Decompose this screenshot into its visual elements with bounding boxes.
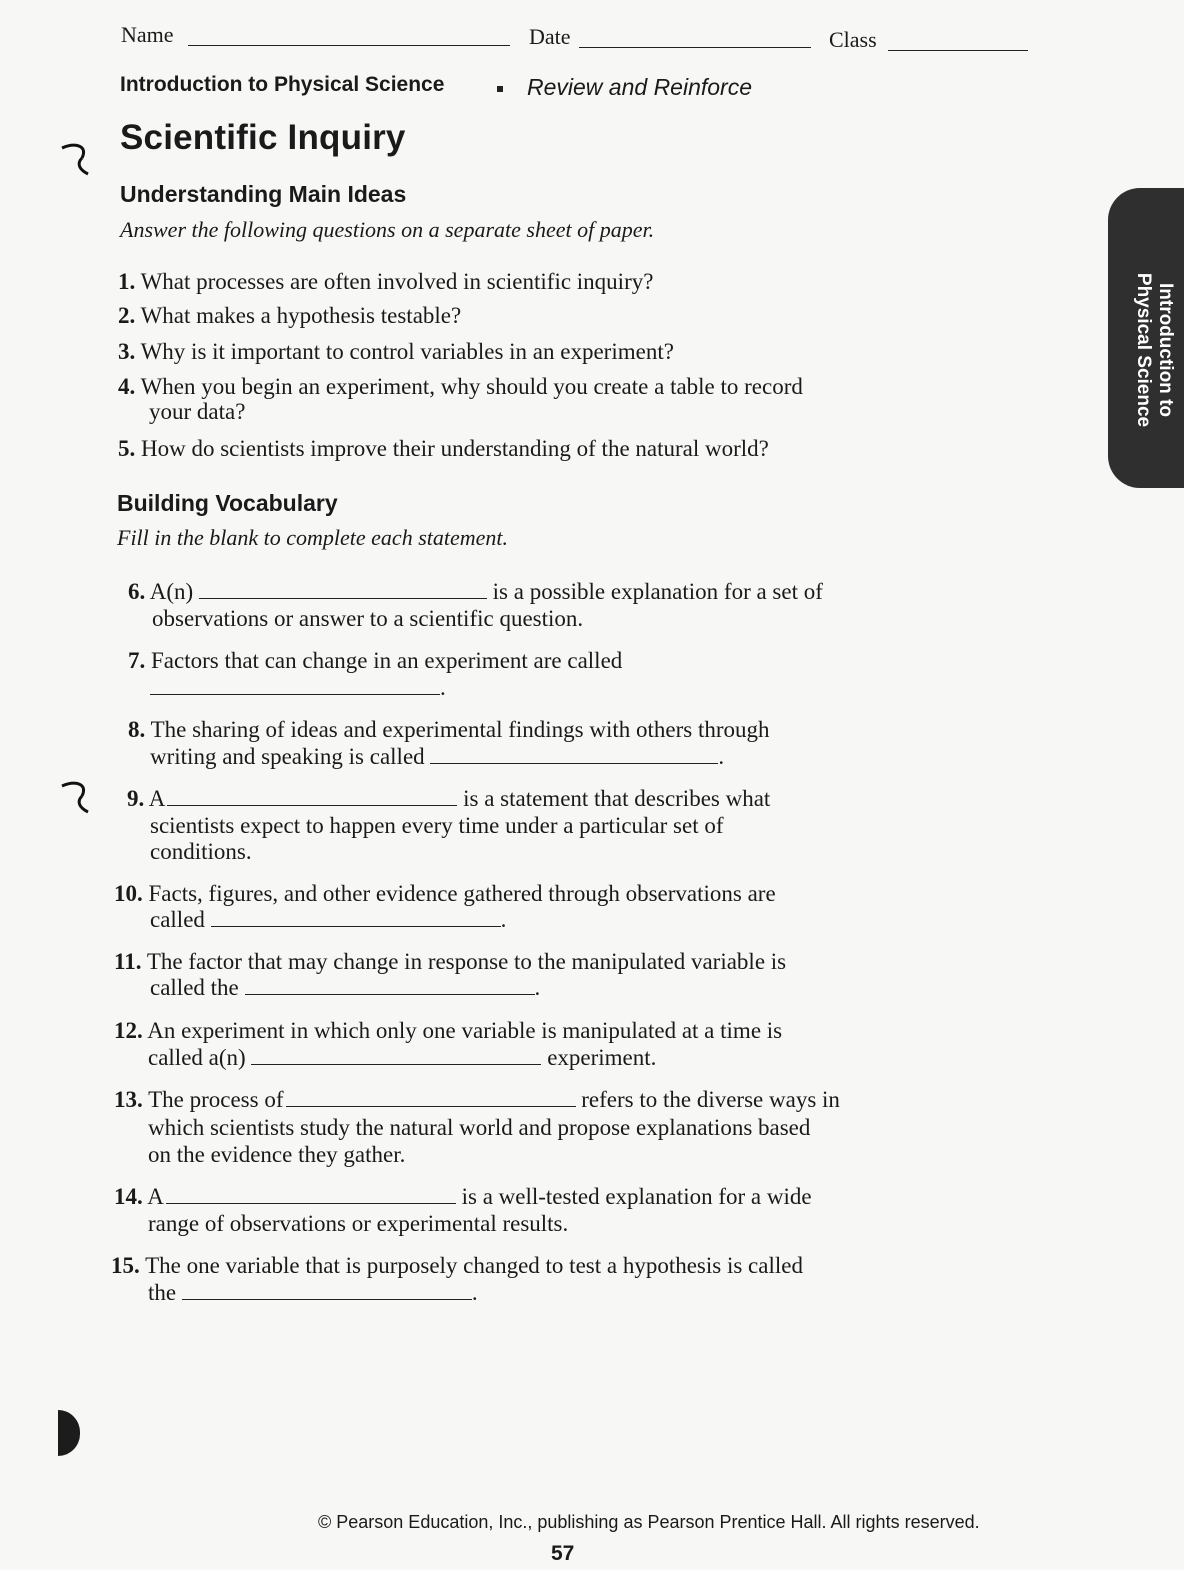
question-text: The factor that may change in response to the manipulated variable is bbox=[146, 949, 787, 974]
question-10 bbox=[114, 880, 776, 907]
answer-blank-12[interactable] bbox=[251, 1044, 541, 1065]
question-text: refers to the diverse ways in bbox=[581, 1087, 840, 1112]
answer-blank-7[interactable] bbox=[150, 674, 440, 695]
side-tab-line-2: Physical Science bbox=[1133, 272, 1154, 428]
question-14-continued: range of observations or experimental results. bbox=[148, 1211, 569, 1236]
copyright-notice: © Pearson Education, Inc., publishing as Pearson Prentice Hall. All rights reserved. bbox=[318, 1512, 980, 1532]
question-text: How do scientists improve their understanding of the natural world? bbox=[141, 436, 769, 461]
question-number: 7. bbox=[128, 648, 146, 673]
question-text: the bbox=[148, 1280, 177, 1305]
question-13-continued-2: on the evidence they gather. bbox=[148, 1142, 406, 1167]
page-number: 57 bbox=[551, 1542, 575, 1565]
question-2 bbox=[118, 302, 461, 329]
question-9 bbox=[127, 785, 770, 812]
question-number: 11. bbox=[114, 949, 142, 974]
question-text: called the bbox=[150, 975, 239, 1000]
question-text: Factors that can change in an experiment are called bbox=[151, 648, 623, 673]
question-9-continued: scientists expect to happen every time under a particular set of bbox=[150, 813, 724, 838]
question-4-continued: your data? bbox=[149, 399, 246, 424]
question-4 bbox=[118, 373, 803, 400]
answer-blank-8[interactable] bbox=[430, 743, 718, 764]
question-text: . bbox=[500, 907, 507, 932]
question-text: An experiment in which only one variable is manipulated at a time is bbox=[147, 1018, 783, 1043]
question-text: When you begin an experiment, why should you create a table to record bbox=[140, 374, 803, 399]
question-number: 5. bbox=[118, 436, 136, 461]
question-text: The sharing of ideas and experimental findings with others through bbox=[150, 717, 770, 742]
question-3 bbox=[118, 338, 674, 365]
answer-blank-11[interactable] bbox=[245, 974, 535, 995]
question-6-continued: observations or answer to a scientific question. bbox=[152, 606, 584, 631]
question-number: 14. bbox=[114, 1184, 143, 1209]
question-number: 15. bbox=[111, 1253, 140, 1278]
section-heading-vocabulary: Building Vocabulary bbox=[117, 490, 338, 516]
margin-mark-icon bbox=[58, 138, 98, 186]
question-10-continued bbox=[150, 906, 506, 933]
question-12 bbox=[114, 1017, 782, 1044]
question-6 bbox=[128, 578, 823, 605]
question-text: is a statement that describes what bbox=[463, 786, 771, 811]
section-instructions-main-ideas: Answer the following questions on a separate sheet of paper. bbox=[120, 217, 655, 242]
question-8-continued bbox=[150, 743, 724, 770]
question-15 bbox=[111, 1252, 803, 1279]
question-text: is a well-tested explanation for a wide bbox=[461, 1184, 812, 1209]
date-field[interactable] bbox=[579, 47, 811, 48]
question-12-continued bbox=[148, 1044, 656, 1071]
question-number: 10. bbox=[114, 881, 143, 906]
question-number: 2. bbox=[118, 303, 136, 328]
question-text: writing and speaking is called bbox=[150, 744, 425, 769]
question-1 bbox=[118, 268, 653, 295]
question-text: The one variable that is purposely changed to test a hypothesis is called bbox=[145, 1253, 803, 1278]
answer-blank-6[interactable] bbox=[199, 578, 487, 599]
separator-bullet bbox=[497, 86, 503, 92]
question-number: 6. bbox=[128, 579, 146, 604]
page-title: Scientific Inquiry bbox=[120, 118, 406, 157]
question-text: . bbox=[718, 744, 725, 769]
question-text: Why is it important to control variables in an experiment? bbox=[140, 339, 674, 364]
question-text: What processes are often involved in scientific inquiry? bbox=[140, 269, 654, 294]
class-field[interactable] bbox=[888, 50, 1028, 51]
question-text: . bbox=[534, 975, 541, 1000]
question-14 bbox=[114, 1183, 812, 1210]
question-text: What makes a hypothesis testable? bbox=[140, 303, 462, 328]
name-field[interactable] bbox=[188, 45, 510, 46]
name-label: Name bbox=[121, 22, 174, 47]
question-text: called a(n) bbox=[148, 1045, 246, 1070]
question-15-continued bbox=[148, 1279, 478, 1306]
subtitle-label: Review and Reinforce bbox=[527, 74, 753, 100]
question-text: experiment. bbox=[547, 1045, 657, 1070]
question-text: A bbox=[147, 1184, 164, 1209]
question-11-continued bbox=[150, 974, 540, 1001]
question-number: 9. bbox=[127, 786, 145, 811]
question-number: 3. bbox=[118, 339, 136, 364]
section-instructions-vocabulary: Fill in the blank to complete each statement. bbox=[117, 525, 509, 550]
question-7 bbox=[128, 647, 622, 674]
subject-label: Introduction to Physical Science bbox=[120, 73, 445, 96]
question-number: 12. bbox=[114, 1018, 143, 1043]
question-13 bbox=[114, 1086, 840, 1113]
question-number: 1. bbox=[118, 269, 136, 294]
section-heading-main-ideas: Understanding Main Ideas bbox=[120, 181, 407, 207]
margin-mark-icon bbox=[58, 776, 98, 824]
question-5 bbox=[118, 435, 769, 462]
answer-blank-15[interactable] bbox=[182, 1279, 472, 1300]
class-label: Class bbox=[829, 27, 877, 52]
answer-blank-9[interactable] bbox=[167, 785, 457, 806]
answer-blank-14[interactable] bbox=[166, 1183, 456, 1204]
question-7-continued bbox=[150, 674, 446, 701]
punch-hole bbox=[58, 1410, 80, 1456]
question-9-continued-2: conditions. bbox=[150, 839, 252, 864]
answer-blank-10[interactable] bbox=[211, 906, 501, 927]
question-11 bbox=[114, 948, 786, 975]
question-text: . bbox=[440, 675, 446, 700]
answer-blank-13[interactable] bbox=[286, 1086, 576, 1107]
question-text: . bbox=[471, 1280, 478, 1305]
question-number: 13. bbox=[114, 1087, 143, 1112]
question-text: A bbox=[148, 786, 166, 811]
question-text: is a possible explanation for a set of bbox=[492, 579, 823, 604]
question-8 bbox=[128, 716, 770, 743]
question-text: Facts, figures, and other evidence gathered through observations are bbox=[148, 881, 776, 906]
chapter-side-tab-label bbox=[1132, 255, 1176, 445]
question-text: called bbox=[150, 907, 205, 932]
question-13-continued: which scientists study the natural world and propose explanations based bbox=[148, 1115, 811, 1140]
question-number: 4. bbox=[118, 374, 136, 399]
question-text: The process of bbox=[148, 1087, 284, 1112]
question-number: 8. bbox=[128, 717, 146, 742]
date-label: Date bbox=[529, 24, 571, 49]
side-tab-line-1: Introduction to bbox=[1155, 282, 1176, 418]
question-text: A(n) bbox=[149, 579, 194, 604]
